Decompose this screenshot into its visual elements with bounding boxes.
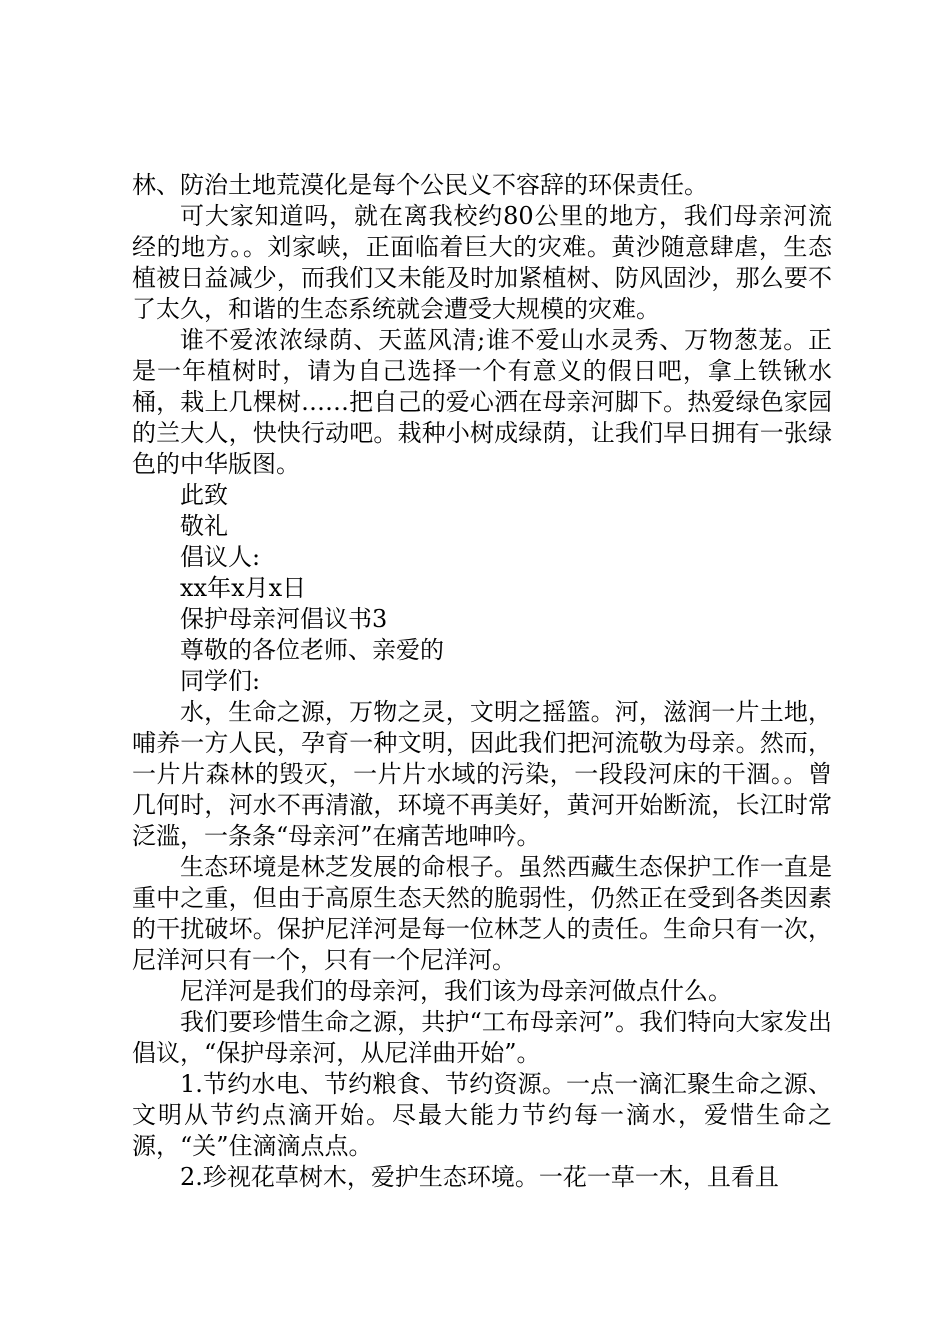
paragraph-5: 生态环境是林芝发展的命根子。虽然西藏生态保护工作一直是重中之重，但由于高原生态天然的脆弱性，仍然正在受到各类因素的干扰破坏。保护尼洋河是每一位林芝人的责任。生命只有一次，尼洋河只有一个，只有一个尼洋河。 <box>132 853 832 974</box>
paragraph-8: 1.节约水电、节约粮食、节约资源。一点一滴汇聚生命之源、文明从节约点滴开始。尽最大能力节约每一滴水，爱惜生命之源，“关”住滴滴点点。 <box>132 1070 832 1160</box>
paragraph-6: 尼洋河是我们的母亲河，我们该为母亲河做点什么。 <box>180 977 732 1005</box>
salutation-line-2: 同学们: <box>180 667 261 695</box>
date-line: xx年x月x日 <box>180 574 307 602</box>
paragraph-9: 2.珍视花草树木，爱护生态环境。一花一草一木，且看且 <box>180 1163 779 1191</box>
section-title: 保护母亲河倡议书3 <box>180 605 388 633</box>
paragraph-7: 我们要珍惜生命之源，共护“工布母亲河”。我们特向大家发出倡议，“保护母亲河，从尼洋曲开始”。 <box>132 1008 832 1067</box>
paragraph-4: 水，生命之源，万物之灵，文明之摇篮。河，滋润一片土地，哺养一方人民，孕育一种文明，因此我们把河流敬为母亲。然而，一片片森林的毁灭，一片片水域的污染，一段段河床的干涸。。曾几何时，河水不再清澈，环境不再美好，黄河开始断流，长江时常泛滥，一条条“母亲河”在痛苦地呻吟。 <box>132 698 832 850</box>
closing-jingli: 敬礼 <box>180 512 228 540</box>
paragraph-1: 林、防治土地荒漠化是每个公民义不容辞的环保责任。 <box>132 171 708 199</box>
document-body <box>132 170 832 1193</box>
paragraph-3: 谁不爱浓浓绿荫、天蓝风清;谁不爱山水灵秀、万物葱茏。正是一年植树时，请为自己选择一个有意义的假日吧，拿上铁锹水桶，栽上几棵树……把自己的爱心洒在母亲河脚下。热爱绿色家园的兰大人，快快行动吧。栽种小树成绿荫，让我们早日拥有一张绿色的中华版图。 <box>132 326 832 478</box>
salutation-line-1: 尊敬的各位老师、亲爱的 <box>180 636 444 664</box>
paragraph-2: 可大家知道吗，就在离我校约80公里的地方，我们母亲河流经的地方。。刘家峡，正面临着巨大的灾难。黄沙随意肆虐，生态植被日益减少，而我们又未能及时加紧植树、防风固沙，那么要不了太久，和谐的生态系统就会遭受大规模的灾难。 <box>132 202 832 323</box>
closing-cizhi: 此致 <box>180 481 228 509</box>
signature-label: 倡议人: <box>180 543 261 571</box>
